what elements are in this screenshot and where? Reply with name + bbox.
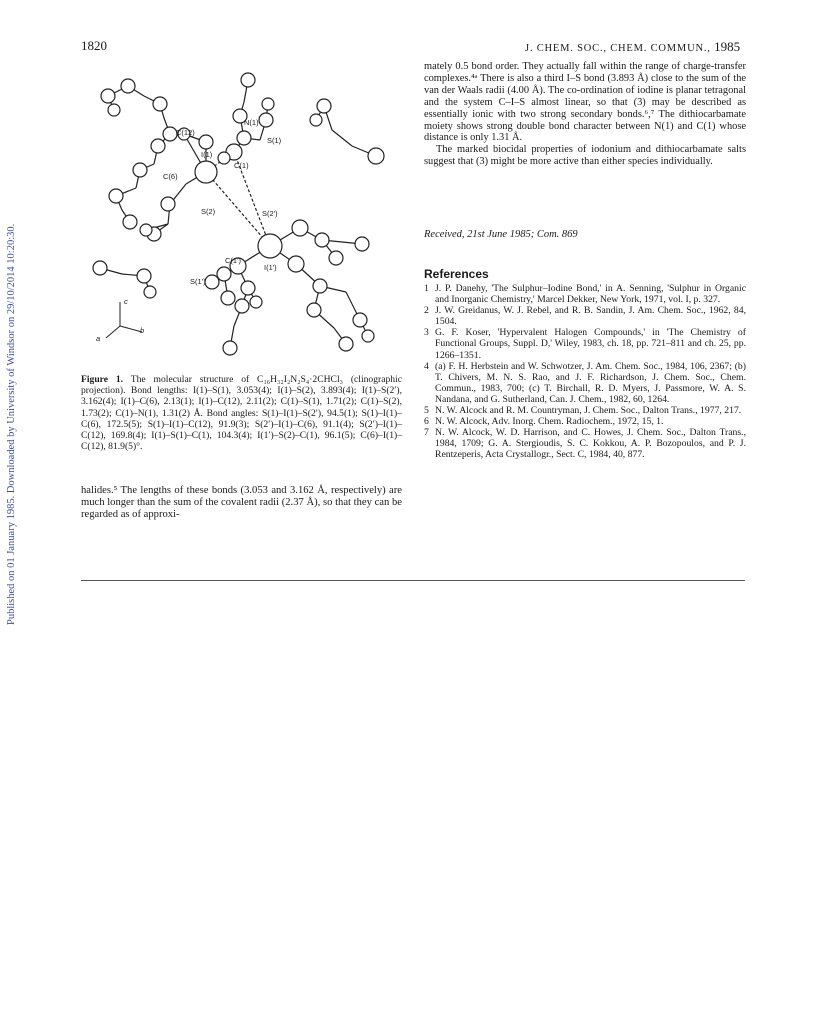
axis-label-b: b <box>140 326 145 335</box>
reference-number: 1 <box>424 283 429 294</box>
atom-label: I(1) <box>201 150 213 159</box>
atom-label: C(1) <box>234 161 249 170</box>
journal-header <box>525 39 740 55</box>
right-body-paragraph-1: mately 0.5 bond order. They actually fall within the range of charge-transfer complexes.⁴ᵃ There is also a third I–S bond (3.893 Å) close to the sum of the van der Waals radii (4.00 Å). The co-ordination of iodine is planar tetragonal and the system C–I–S almost linear, so that (3) may be described as essentially ionic with two strong secondary bonds.⁶,⁷ The dithiocarbamate moiety shows strong double bond character between N(1) and C(1) whose distance is only 1.31 Å. <box>424 61 746 144</box>
reference-text: (a) F. H. Herbstein and W. Schwotzer, J. Am. Chem. Soc., 1984, 106, 2367; (b) T. Chivers, M. N. S. Rao, and J. F. Richardson, J. Chem. Soc., Chem. Commun., 1983, 700; (c) T. Birchall, R. D. Myers, J. Passmore, W. A. S. Nandana, and G. Sutherland, Can. J. Chem., 1982, 60, 1264. <box>435 360 746 405</box>
molecular-structure-figure <box>84 60 414 372</box>
page-number: 1820 <box>81 38 107 53</box>
reference-text: J. P. Danehy, 'The Sulphur–Iodine Bond,' in A. Senning, 'Sulphur in Organic and Inorganic Chemistry,' Marcel Dekker, New York, 1971, vol. I, p. 327. <box>435 283 746 306</box>
reference-item <box>424 283 746 305</box>
reference-text: N. W. Alcock, Adv. Inorg. Chem. Radiochem., 1972, 15, 1. <box>435 416 664 428</box>
molecule-drawing <box>84 60 414 372</box>
references-list <box>424 283 746 461</box>
reference-number: 3 <box>424 327 429 339</box>
reference-item <box>424 327 746 360</box>
atom-label: N(1) <box>244 118 259 127</box>
reference-item <box>424 416 746 427</box>
atom-label: I(1') <box>264 263 277 272</box>
reference-text: N. W. Alcock and R. M. Countryman, J. Chem. Soc., Dalton Trans., 1977, 217. <box>435 405 742 417</box>
figure-caption <box>81 374 402 452</box>
download-notice-text: Published on 01 January 1985. Downloaded by University of Windsor on 29/10/2014 10:20:30. <box>6 223 17 625</box>
reference-number: 6 <box>424 416 429 428</box>
reference-number: 7 <box>424 427 429 439</box>
atom-label: C(6) <box>163 172 178 181</box>
atom-label: S(1') <box>190 277 206 286</box>
right-body-paragraph-2: The marked biocidal properties of iodonium and dithiocarbamate salts suggest that (3) might be more active than either species individually. <box>424 144 746 168</box>
atom-label: S(2) <box>201 207 216 216</box>
reference-item <box>424 361 746 405</box>
journal-year: 1985 <box>714 39 741 54</box>
figure-caption-label: Figure 1. <box>81 374 124 385</box>
reference-number: 5 <box>424 405 429 417</box>
right-column-body <box>424 61 746 168</box>
reference-number: 2 <box>424 305 429 317</box>
atom-label: C(1') <box>225 256 242 265</box>
reference-item <box>424 427 746 460</box>
reference-number: 4 <box>424 360 429 372</box>
reference-text: J. W. Greidanus, W. J. Rebel, and R. B. Sandin, J. Am. Chem. Soc., 1962, 84, 1504. <box>435 305 746 328</box>
received-line: Received, 21st June 1985; Com. 869 <box>424 229 578 240</box>
reference-item <box>424 305 746 327</box>
left-body-paragraph: halides.⁵ The lengths of these bonds (3.053 and 3.162 Å, respectively) are much longer than the sum of the covalent radii (2.37 Å), so that they can be regarded as of approxi- <box>81 485 402 521</box>
figure-caption-text: The molecular structure of C₁₆H₃₂I₂N₂S₄·2CHCl₃ (clinographic projection). Bond lengths: I(1)–S(1), 3.053(4); I(1)–S(2), 3.893(4); I(1)–S(2′), 3.162(4); I(1)–C(6), 2.13(1); I(1)–C(12), 2.11(2); C(1)–S(1), 1.71(2); C(1)–S(2), 1.73(2); C(1)–N(1), 1.31(2) Å. Bond angles: S(1)–I(1)–S(2′), 94.5(1); S(1)–I(1)–C(6), 172.5(5); S(1)–I(1)–C(12), 91.9(3); S(2′)–I(1)–C(6), 91.1(4); S(2′)–I(1)–C(12), 169.8(4); I(1)–S(1)–C(1), 104.3(4); I(1′)–S(2)–C(1), 96.1(5); C(6)–I(1)–C(12), 81.9(5)°. <box>81 374 402 453</box>
download-notice <box>4 215 18 635</box>
reference-text: N. W. Alcock, W. D. Harrison, and C. Howes, J. Chem. Soc., Dalton Trans., 1984, 1709; G. A. Stergioudis, S. C. Kokkou, A. P. Bozopoulos, and P. J. Rentzeperis, Acta Crystallogr., Sect. C, 1984, 40, 877. <box>435 427 746 461</box>
axis-label-a: a <box>96 334 101 343</box>
atom-label: S(1) <box>267 136 282 145</box>
page-footer-rule <box>81 580 745 581</box>
atom-label: S(2') <box>262 209 278 218</box>
journal-name: J. CHEM. SOC., CHEM. COMMUN., <box>525 43 711 54</box>
axis-label-c: c <box>124 297 128 306</box>
left-column-body <box>81 485 402 522</box>
references-heading: References <box>424 267 489 281</box>
reference-item <box>424 405 746 416</box>
atom-label: C(12) <box>176 128 195 137</box>
axis-glyph <box>106 302 145 338</box>
reference-text: G. F. Koser, 'Hypervalent Halogen Compounds,' in 'The Chemistry of Functional Groups, Suppl. D,' Wiley, 1983, ch. 18, pp. 721–811 and ch. 25, pp. 1266–1351. <box>435 327 746 361</box>
